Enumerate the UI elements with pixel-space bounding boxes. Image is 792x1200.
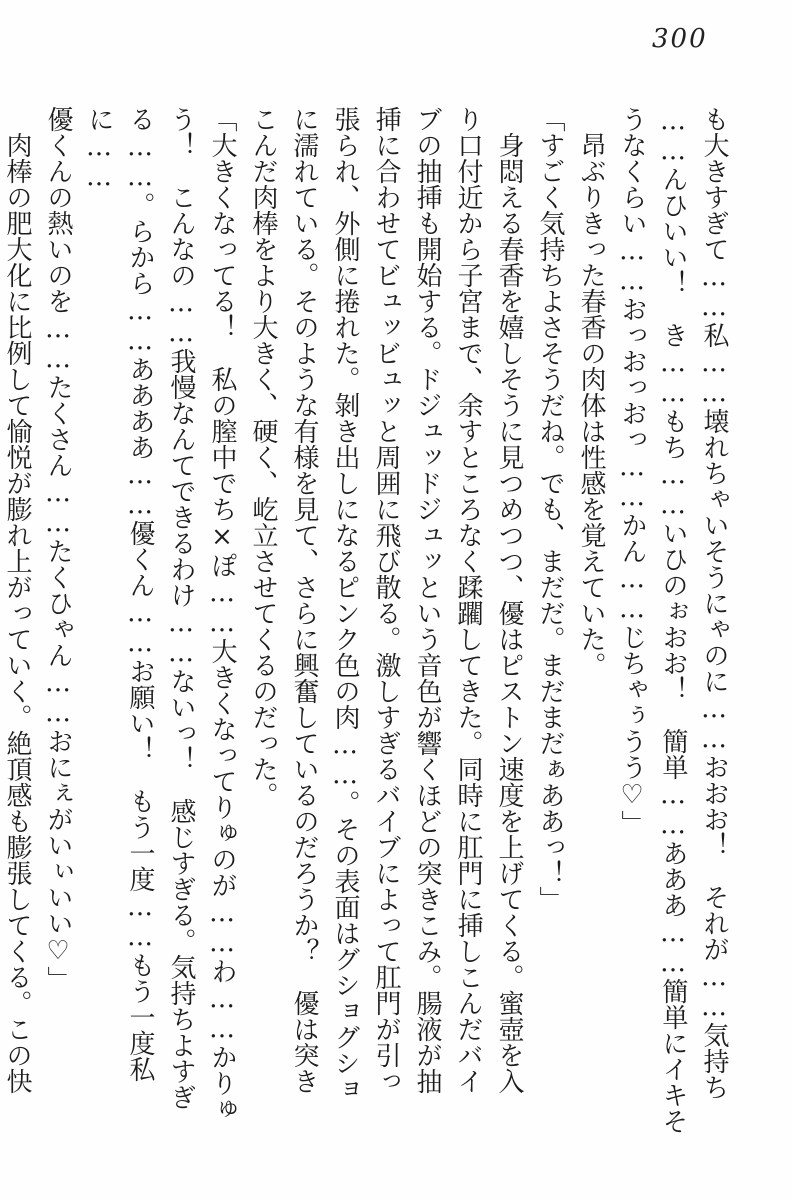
text-line: 身悶える春香を嬉しそうに見つめつつ、優はピストン速度を上げてくる。蜜壺を入 <box>494 132 524 1094</box>
text-line: こんだ肉棒をより大きく、硬く、屹立させてくるのだった。 <box>248 106 278 808</box>
text-line: 優くんの熱いのを……たくさん……たくひゃん……おにぇがいぃいい♡」 <box>43 106 73 992</box>
text-line: 挿に合わせてビュッビュッと周囲に飛び散る。激しすぎるバイブによって肛門が引っ <box>371 106 401 1094</box>
text-line: 張られ、外側に捲れた。剝き出しになるピンク色の肉……。その表面はグショグショ <box>330 106 360 1102</box>
text-line: 「大きくなってる！ 私の膣中でち×ぽ……大きくなってりゅのが……わ……かりゅ <box>207 106 237 1122</box>
text-line: うなくらい……おっおっおっ……かん……じちゃぅうう♡」 <box>617 106 647 836</box>
text-line: ブの抽挿も開始する。ドジュッドジュッという音色が響くほどの突きこみ。腸液が抽 <box>412 106 442 1094</box>
text-line: も大きすぎて……私……壊れちゃいそうにゃのに……おおお！ それが……気持ち <box>699 106 729 1100</box>
page-number: 300 <box>652 24 708 54</box>
text-line: 肉棒の肥大化に比例して愉悦が膨れ上がっていく。絶頂感も膨張してくる。この快 <box>2 132 32 1094</box>
vertical-text-body <box>0 106 734 1164</box>
text-line: 昂ぶりきった春香の肉体は性感を覚えていた。 <box>576 132 606 678</box>
text-line: う！ こんなの……我慢なんてできるわけ……ないっ！ 感じすぎる。気持ちよすぎ <box>166 106 196 1110</box>
text-line: ……んひいい！ き……もち……いひのぉおお！ 簡単……あああ……簡単にイキそ <box>658 106 688 1134</box>
text-line: 「すごく気持ちよさそうだね。でも、まだだ。まだまだぁああっ！」 <box>535 106 565 912</box>
text-line: に濡れている。そのような有様を見て、さらに興奮しているのだろうか？ 優は突き <box>289 106 319 1094</box>
text-line: り口付近から子宮まで、余すところなく蹂躙してきた。同時に肛門に挿しこんだバイ <box>453 106 483 1094</box>
text-line: る……。らから……ああああ……優くん……お願い！ もう一度……もう一度私に…… <box>84 106 155 1082</box>
